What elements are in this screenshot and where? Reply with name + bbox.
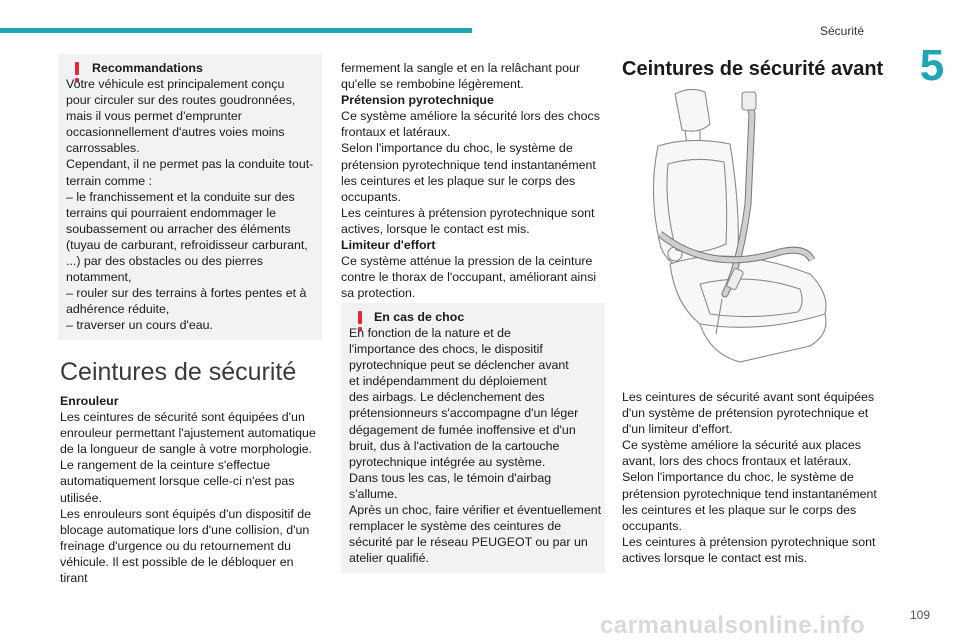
text-line: Les ceintures de sécurité avant sont équipées [622, 390, 875, 404]
subheading-limiteur: Limiteur d'effort [341, 238, 436, 253]
text-line: blocage automatique lors d'une collision, d'un [60, 522, 310, 537]
text-line: notamment, [66, 270, 132, 285]
text-line: contre le thorax de l'occupant, améliorant ainsi [341, 270, 597, 285]
crash-warning-title: En cas de choc [374, 310, 465, 324]
subheading-pretension: Prétension pyrotechnique [341, 93, 494, 108]
col2-body [341, 60, 603, 301]
text-line: soubassement ou arracher des éléments [66, 221, 291, 236]
text-line: bruit, dus à l'activation de la cartouche [349, 438, 560, 453]
watermark: carmanualsonline.info [600, 612, 866, 639]
text-line: – le franchissement et la conduite sur des [66, 189, 295, 204]
text-line: l'importance des chocs, le dispositif [349, 342, 543, 357]
text-line: Le rangement de la ceinture s'effectue [60, 458, 271, 473]
text-line: Ce système atténue la pression de la ceinture [341, 254, 593, 269]
text-line: s'allume. [349, 486, 398, 501]
text-line: atelier qualifié. [349, 551, 429, 566]
text-line: Les ceintures à prétension pyrotechnique sont [341, 205, 595, 220]
text-line: terrains qui pourraient endommager le [66, 205, 277, 220]
chapter-number: 5 [919, 41, 945, 90]
text-line: Selon l'importance du choc, le système de [622, 470, 854, 485]
text-line: prétensionneurs s'accompagne d'un léger [349, 406, 579, 421]
recommendations-text [66, 76, 320, 334]
text-line: remplacer le système des ceintures de [349, 519, 562, 534]
text-line: de la longueur de sangle à votre morphologie. [60, 442, 313, 457]
text-line: sa protection. [341, 286, 416, 301]
text-line: Selon l'importance du choc, le système de [341, 141, 573, 156]
section-heading: Ceintures de sécurité [60, 358, 297, 386]
text-line: – rouler sur des terrains à fortes pentes et à [66, 286, 307, 301]
text-line: Les ceintures de sécurité sont équipées d'un [60, 410, 305, 425]
col3-body [622, 389, 882, 566]
seat-belt-illustration [630, 84, 860, 374]
text-line: Votre véhicule est principalement conçu [66, 77, 285, 91]
text-line: utilisée. [60, 490, 103, 505]
text-line: occupants. [622, 518, 682, 533]
page-number: 109 [910, 608, 931, 622]
text-line: avant, lors des chocs frontaux et latéraux. [622, 454, 852, 469]
section-title: Sécurité [820, 24, 865, 38]
text-line: En fonction de la nature et de [349, 326, 511, 340]
text-line: les ceintures et les plaque sur le corps des [622, 502, 857, 517]
front-seatbelts-title: Ceintures de sécurité avant [622, 58, 884, 80]
recommendations-title: Recommandations [92, 61, 203, 75]
crash-warning-text [349, 325, 603, 566]
text-line: frontaux et latéraux. [341, 125, 451, 140]
subheading-enrouleur: Enrouleur [60, 394, 119, 408]
text-line: mais il vous permet d'emprunter [66, 109, 242, 124]
text-line: d'un limiteur d'effort. [622, 422, 733, 437]
text-line: Ce système améliore la sécurité lors des chocs [341, 109, 600, 124]
text-line: Dans tous les cas, le témoin d'airbag [349, 470, 552, 485]
text-line: véhicule. Il est possible de le débloquer en tirant [60, 554, 294, 586]
text-line: sécurité par le réseau PEUGEOT ou par un [349, 535, 588, 550]
text-line: Cependant, il ne permet pas la conduite tout- [66, 157, 314, 172]
header-accent-bar [0, 28, 472, 33]
text-line: pyrotechnique peut se déclencher avant [349, 358, 569, 373]
text-line: ...) par des obstacles ou des pierres [66, 254, 263, 269]
text-line: pour circuler sur des routes goudronnées, [66, 93, 296, 108]
text-line: prétension pyrotechnique tend instantanément [622, 486, 877, 501]
text-line: – traverser un cours d'eau. [66, 318, 213, 333]
text-line: occupants. [341, 189, 401, 204]
text-line: carrossables. [66, 141, 140, 156]
text-line: Les enrouleurs sont équipés d'un dispositif de [60, 506, 312, 521]
text-line: actives lorsque le contact est mis. [622, 550, 808, 565]
text-line: d'un système de prétension pyrotechnique et [622, 406, 869, 421]
text-line: et indépendamment du déploiement [349, 374, 547, 389]
text-line: occasionnellement d'autres voies moins [66, 125, 285, 140]
col1-body [60, 393, 322, 586]
text-line: enrouleur permettant l'ajustement automatique [60, 426, 316, 441]
text-line: pyrotechnique intégrée au système. [349, 454, 546, 469]
text-line: terrain comme : [66, 173, 153, 188]
text-line: les ceintures et les plaque sur le corps des [341, 173, 576, 188]
text-line: dégagement de fumée inoffensive et d'un [349, 422, 576, 437]
text-line: des airbags. Le déclenchement des [349, 390, 545, 405]
text-line: freinage d'urgence ou du retournement du [60, 538, 292, 553]
text-line: automatiquement lorsque celle-ci n'est pas [60, 474, 295, 489]
text-line: (tuyau de carburant, refroidisseur carburant, [66, 237, 308, 252]
text-line: adhérence réduite, [66, 302, 170, 317]
text-line: fermement la sangle et en la relâchant pour [341, 61, 581, 75]
text-line: Après un choc, faire vérifier et éventuellement [349, 503, 602, 518]
text-line: actives, lorsque le contact est mis. [341, 221, 530, 236]
text-line: Ce système améliore la sécurité aux places [622, 438, 861, 453]
text-line: qu'elle se rembobine légèrement. [341, 77, 524, 92]
text-line: prétension pyrotechnique tend instantanément [341, 157, 596, 172]
text-line: Les ceintures à prétension pyrotechnique sont [622, 534, 876, 549]
